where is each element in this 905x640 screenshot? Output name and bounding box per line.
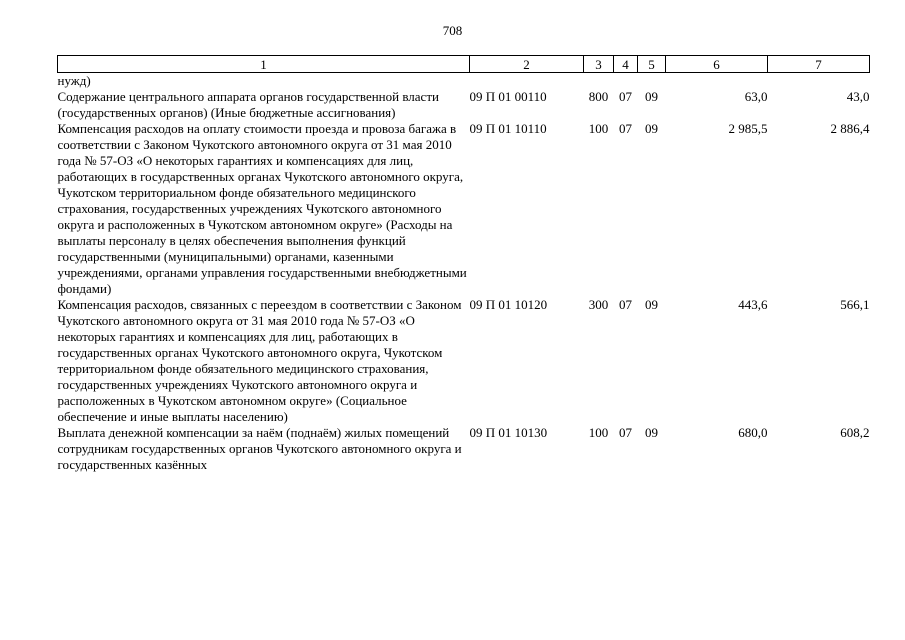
row-code xyxy=(470,73,584,90)
row-rz: 07 xyxy=(619,425,632,440)
row-code: 09 П 01 10130 xyxy=(469,425,548,440)
table-header xyxy=(58,56,870,73)
row-code: 09 П 01 00110 xyxy=(469,89,547,104)
row-vr: 300 xyxy=(588,297,609,312)
row-description: Выплата денежной компенсации за наём (поднаём) жилых помещений сотрудникам государственных органов Чукотского автономного округа и государственных казённых xyxy=(57,425,462,472)
row-sum-1: 63,0 xyxy=(744,89,768,104)
row-sum-2: 2 886,4 xyxy=(830,121,870,136)
row-vr xyxy=(584,73,614,90)
row-sum-1: 680,0 xyxy=(738,425,768,440)
row-description: Компенсация расходов на оплату стоимости проезда и провоза багажа в соответствии с Законом Чукотского автономного округа от 31 мая 2010 года № 57-ОЗ «О некоторых гарантиях и компенсациях для лиц, работающих в государственных органах Чукотского автономного округа, Чукотском территориальном фонде обязательного медицинского страхования, государственных учреждениях Чукотского автономного округа и расположенных в Чукотском автономном округе» (Расходы на выплаты персоналу в целях обеспечения выполнения функций государственными (муниципальными) органами, казенными учреждениями, органами управления государственными внебюджетными фондами) xyxy=(57,121,467,296)
row-description: Компенсация расходов, связанных с переездом в соответствии с Законом Чукотского автономного округа от 31 мая 2010 года № 57-ОЗ «О некоторых гарантиях и компенсациях для лиц, работающих в государственных органах Чукотского автономного округа, Чукотском территориальном фонде обязательного медицинского страхования, государственных учреждениях Чукотского автономного округа и расположенных в Чукотском автономном округе» (Социальное обеспечение и иные выплаты населению) xyxy=(57,297,462,424)
table-row xyxy=(58,297,870,425)
row-sum-2: 608,2 xyxy=(840,425,870,440)
header-row xyxy=(58,56,870,73)
row-rz: 07 xyxy=(619,121,632,136)
page-number: 708 xyxy=(442,23,463,38)
row-pr: 09 xyxy=(645,297,658,312)
row-code: 09 П 01 10120 xyxy=(469,297,548,312)
column-header-2: 2 xyxy=(470,56,584,73)
budget-table xyxy=(57,55,870,473)
row-pr: 09 xyxy=(645,89,658,104)
row-code: 09 П 01 10110 xyxy=(469,121,547,136)
table-row xyxy=(58,425,870,473)
row-sum-2: 43,0 xyxy=(846,89,870,104)
table-row xyxy=(58,89,870,121)
row-description: нужд) xyxy=(57,73,91,88)
row-sum-1: 2 985,5 xyxy=(728,121,768,136)
table-body xyxy=(58,73,870,474)
row-pr: 09 xyxy=(645,425,658,440)
row-sum-1 xyxy=(666,73,768,90)
table-row xyxy=(58,73,870,90)
column-header-5: 5 xyxy=(638,56,666,73)
column-header-3: 3 xyxy=(584,56,614,73)
row-rz: 07 xyxy=(619,89,632,104)
row-rz: 07 xyxy=(619,297,632,312)
column-header-7: 7 xyxy=(768,56,870,73)
column-header-6: 6 xyxy=(666,56,768,73)
row-description: Содержание центрального аппарата органов государственной власти (государственных органов) (Иные бюджетные ассигнования) xyxy=(57,89,439,120)
row-vr: 800 xyxy=(588,89,609,104)
column-header-1: 1 xyxy=(58,56,470,73)
table-row xyxy=(58,121,870,297)
row-sum-2 xyxy=(768,73,870,90)
row-pr xyxy=(638,73,666,90)
row-pr: 09 xyxy=(645,121,658,136)
row-sum-2: 566,1 xyxy=(840,297,870,312)
row-vr: 100 xyxy=(588,121,609,136)
row-rz xyxy=(614,73,638,90)
column-header-4: 4 xyxy=(614,56,638,73)
row-vr: 100 xyxy=(588,425,609,440)
row-sum-1: 443,6 xyxy=(738,297,768,312)
